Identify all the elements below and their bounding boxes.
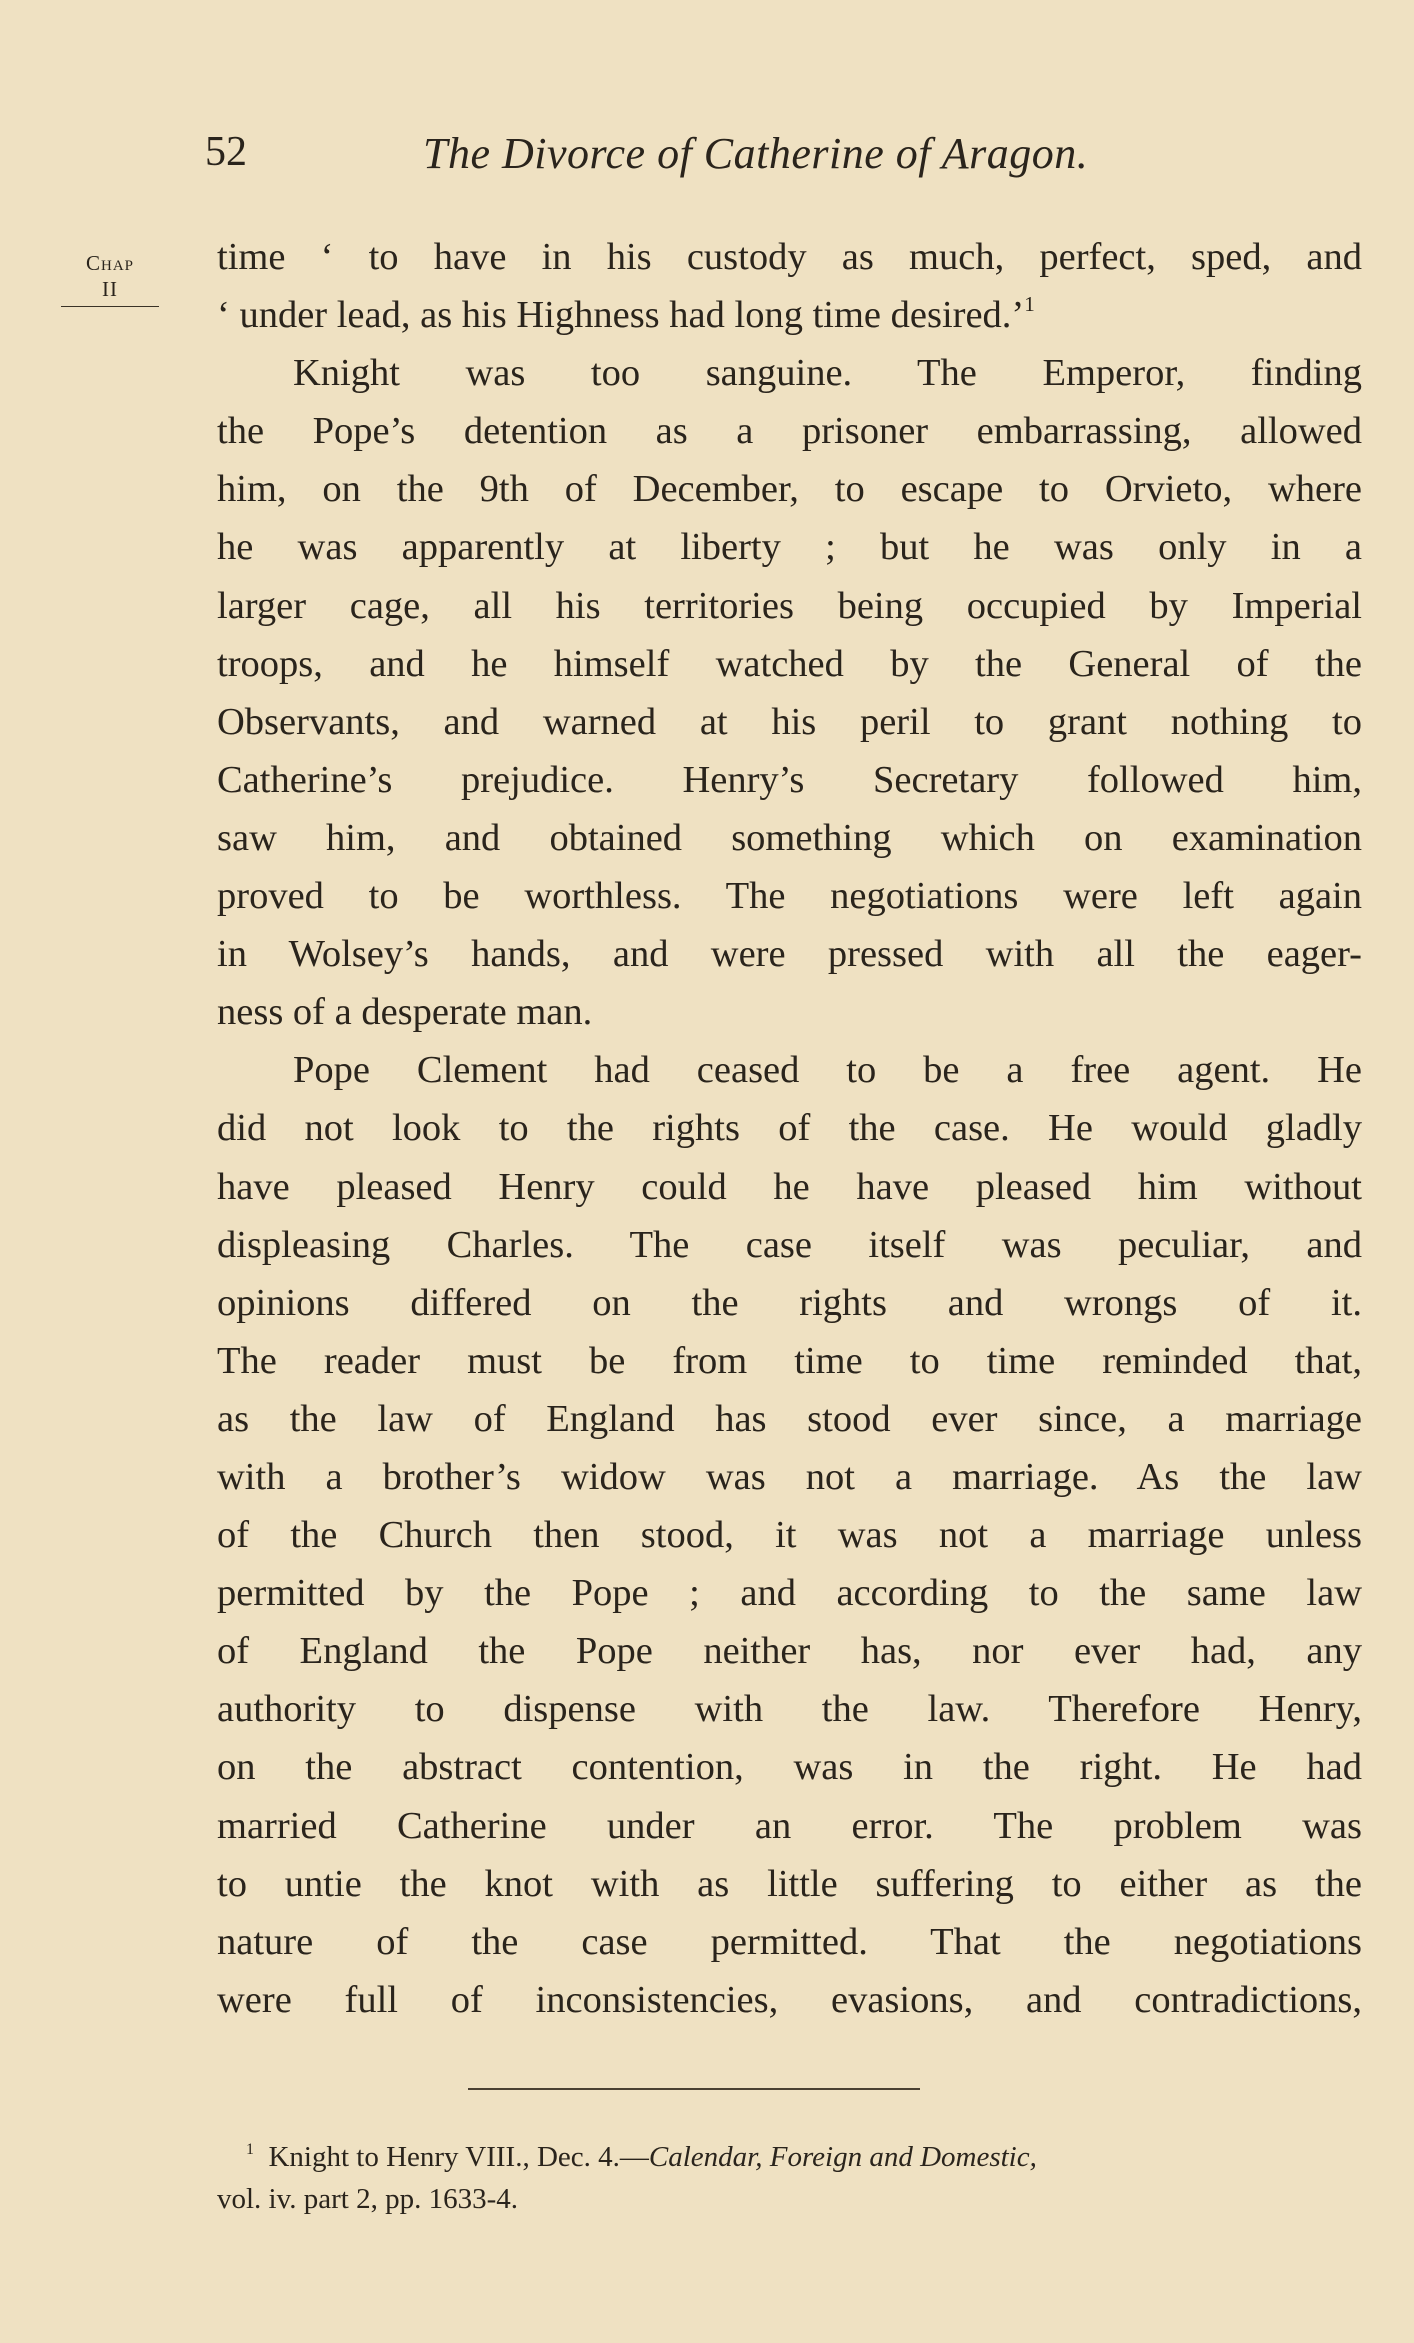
footnote-line: vol. iv. part 2, pp. 1633-4.: [217, 2183, 518, 2215]
text-line-content: ‘ under lead, as his Highness had long time desired.’: [217, 294, 1025, 337]
footnote-divider: [468, 2088, 920, 2090]
text-line: ness of a desperate man.: [217, 991, 593, 1034]
text-line: him, on the 9th of December, to escape to Orvieto, where: [217, 468, 1362, 511]
text-line: permitted by the Pope ; and according to the same law: [217, 1572, 1362, 1615]
page-number: 52: [205, 129, 247, 175]
text-line: of the Church then stood, it was not a marriage unless: [217, 1514, 1362, 1557]
text-line: married Catherine under an error. The problem was: [217, 1804, 1362, 1847]
chapter-label: Chap: [85, 251, 134, 275]
chapter-number: II: [102, 277, 118, 301]
text-line: of England the Pope neither has, nor ever had, any: [217, 1630, 1362, 1673]
text-line: The reader must be from time to time reminded that,: [217, 1339, 1362, 1382]
footnote-source-title: Calendar, Foreign and Domestic,: [648, 2141, 1037, 2173]
footnote-reference: 1: [1024, 292, 1035, 317]
text-line: Knight was too sanguine. The Emperor, finding: [293, 352, 1362, 395]
footnote-citation: Knight to Henry VIII., Dec. 4.—: [268, 2141, 649, 2173]
footnote-marker: 1: [246, 2141, 254, 2159]
body-text: [217, 228, 1362, 2029]
text-line: Catherine’s prejudice. Henry’s Secretary followed him,: [217, 758, 1362, 801]
running-title: The Divorce of Catherine of Aragon.: [423, 129, 1089, 178]
footnote: [217, 2136, 1375, 2220]
text-line: authority to dispense with the law. Therefore Henry,: [217, 1688, 1362, 1731]
footnote-line: [217, 2136, 1375, 2178]
text-line: Observants, and warned at his peril to grant nothing to: [217, 700, 1362, 743]
text-line: opinions differed on the rights and wrongs of it.: [217, 1281, 1362, 1324]
text-line: larger cage, all his territories being occupied by Imperial: [217, 584, 1362, 627]
text-line: on the abstract contention, was in the right. He had: [217, 1746, 1362, 1789]
text-line: the Pope’s detention as a prisoner embarrassing, allowed: [217, 410, 1362, 453]
text-line: with a brother’s widow was not a marriage. As the law: [217, 1455, 1362, 1498]
text-line: time ‘ to have in his custody as much, perfect, sped, and: [217, 236, 1362, 278]
text-line: he was apparently at liberty ; but he was only in a: [217, 526, 1362, 569]
text-line: proved to be worthless. The negotiations were left again: [217, 875, 1362, 918]
text-line: as the law of England has stood ever since, a marriage: [217, 1397, 1362, 1440]
text-line: Pope Clement had ceased to be a free agent. He: [293, 1049, 1362, 1092]
text-line: in Wolsey’s hands, and were pressed with all the eager-: [217, 933, 1362, 976]
text-line: [217, 286, 1362, 344]
text-line: to untie the knot with as little suffering to either as the: [217, 1862, 1362, 1905]
text-line: were full of inconsistencies, evasions, and contradictions,: [217, 1978, 1362, 2021]
running-header: [205, 128, 1165, 188]
text-line: have pleased Henry could he have pleased him without: [217, 1165, 1362, 1208]
text-line: troops, and he himself watched by the General of the: [217, 642, 1362, 685]
text-line: saw him, and obtained something which on examination: [217, 816, 1362, 859]
text-line: nature of the case permitted. That the negotiations: [217, 1920, 1362, 1963]
text-line: did not look to the rights of the case. He would gladly: [217, 1107, 1362, 1150]
chapter-margin-note: [60, 250, 160, 307]
chapter-rule: [61, 306, 159, 307]
text-line: displeasing Charles. The case itself was peculiar, and: [217, 1223, 1362, 1266]
